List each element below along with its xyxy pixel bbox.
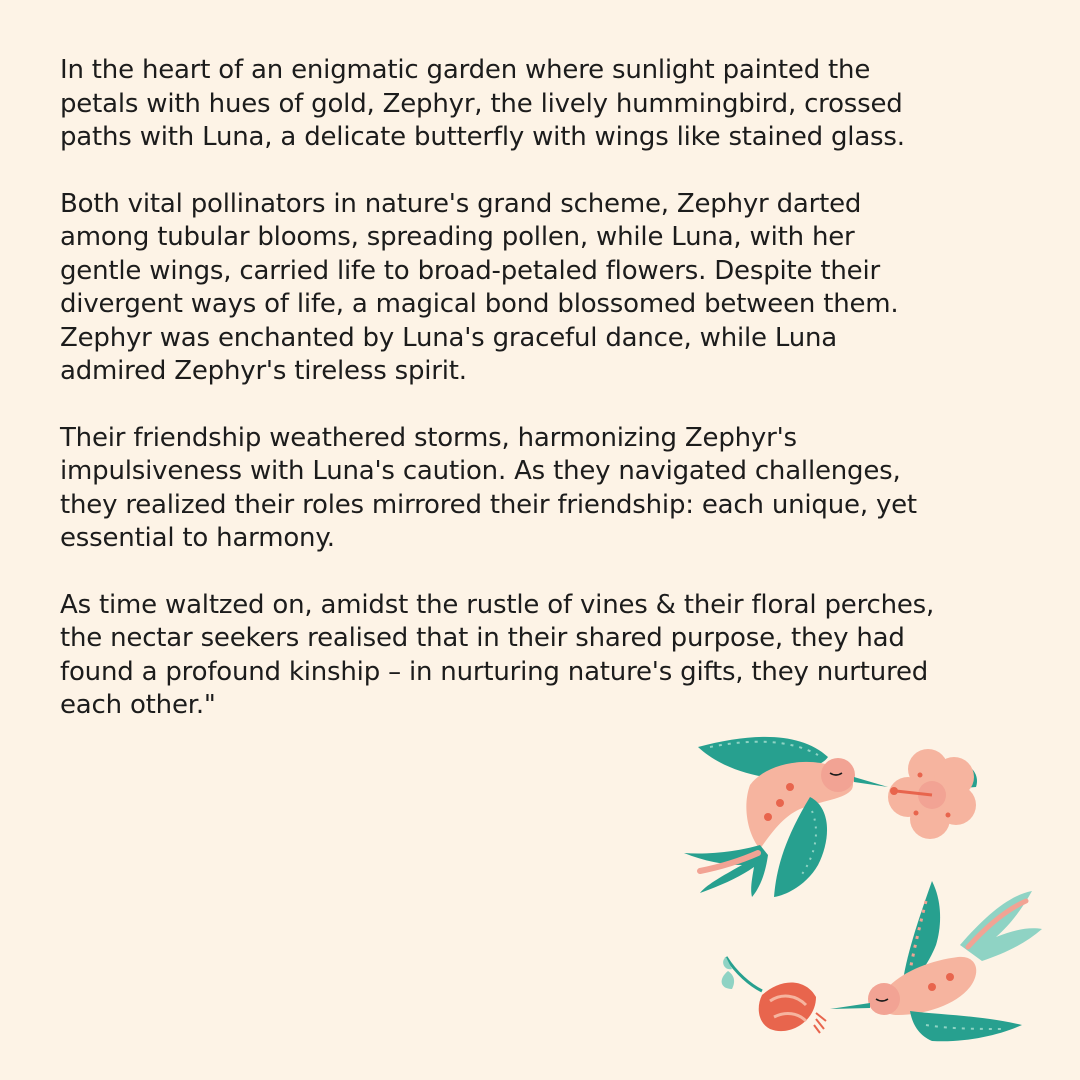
hummingbird-icon	[830, 881, 1042, 1041]
text-line: essential to harmony.	[60, 523, 335, 553]
text-line: Their friendship weathered storms, harmonizing Zephyr's	[60, 422, 797, 453]
text-line: In the heart of an enigmatic garden where sunlight painted the	[60, 55, 871, 85]
text-line: divergent ways of life, a magical bond blossomed between them.	[60, 289, 899, 319]
text-line: each other."	[60, 690, 216, 720]
story-text	[60, 54, 1020, 756]
flower-bud-icon	[722, 957, 826, 1033]
text-line: gentle wings, carried life to broad-petaled flowers. Despite their	[60, 255, 880, 286]
text-line: impulsiveness with Luna's caution. As they navigated challenges,	[60, 456, 901, 486]
text-line: As time waltzed on, amidst the rustle of vines & their floral perches,	[60, 589, 935, 620]
hibiscus-flower-icon	[888, 749, 977, 839]
text-line: Both vital pollinators in nature's grand scheme, Zephyr darted	[60, 188, 862, 219]
hummingbird-icon	[684, 737, 888, 897]
text-line: petals with hues of gold, Zephyr, the lively hummingbird, crossed	[60, 88, 903, 119]
text-line: paths with Luna, a delicate butterfly with wings like stained glass.	[60, 122, 905, 152]
paragraph-2	[60, 188, 1020, 389]
text-line: the nectar seekers realised that in their shared purpose, they had	[60, 623, 905, 653]
text-line: admired Zephyr's tireless spirit.	[60, 356, 467, 386]
paragraph-1	[60, 54, 1020, 155]
text-line: among tubular blooms, spreading pollen, while Luna, with her	[60, 222, 855, 252]
paragraph-4	[60, 589, 1020, 723]
text-line: Zephyr was enchanted by Luna's graceful dance, while Luna	[60, 322, 838, 353]
paragraph-3	[60, 422, 1020, 556]
hummingbird-illustration	[670, 725, 1050, 1065]
text-line: found a profound kinship – in nurturing nature's gifts, they nurtured	[60, 656, 929, 687]
text-line: they realized their roles mirrored their friendship: each unique, yet	[60, 489, 917, 520]
